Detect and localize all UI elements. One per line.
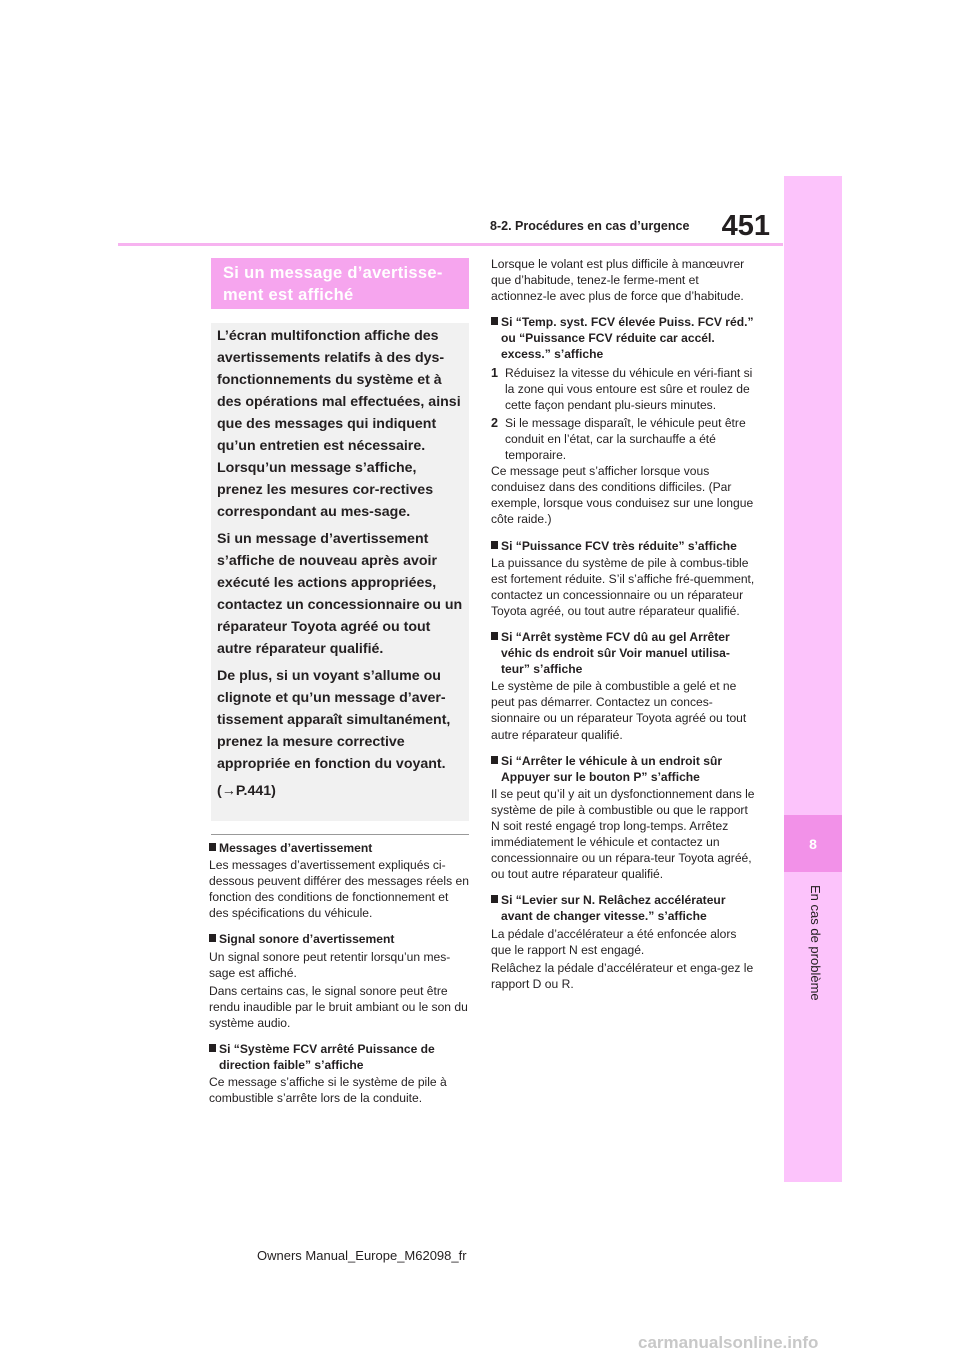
paragraph-lever-n-1: La pédale d’accélérateur a été enfoncée alors que le rapport N est engagé. — [491, 926, 737, 957]
header-rule — [118, 243, 783, 246]
heading-lever-n: Si “Levier sur N. Relâchez accélérateur avant de changer vitesse.” s’affiche — [491, 892, 755, 924]
step-1 — [491, 365, 755, 413]
section-title-line-1: Si un message d’avertisse- — [223, 264, 443, 282]
section-title-box — [211, 258, 469, 309]
watermark: carmanualsonline.info — [638, 1333, 819, 1352]
intro-page-reference[interactable]: (→P.441) — [217, 783, 276, 799]
chapter-number: 8 — [809, 836, 817, 852]
paragraph-buzzer-2: Dans certains cas, le signal sonore peut être rendu inaudible par le bruit ambiant ou le son du système audio. — [209, 983, 468, 1030]
step-2 — [491, 415, 755, 463]
step-number-1: 1 — [491, 365, 499, 380]
heading-fcv-stopped: Si “Système FCV arrêté Puissance de direction faible” s’affiche — [209, 1041, 471, 1073]
chapter-side-tab — [784, 176, 842, 1182]
heading-warning-buzzer: Signal sonore d’avertissement — [209, 931, 471, 947]
footer-manual-id: Owners Manual_Europe_M62098_fr — [257, 1248, 467, 1263]
intro-paragraph-3: De plus, si un voyant s’allume ou clignote et qu’un message d’aver-tissement apparaît simultanément, prenez la mesure corrective appropriée en fonction du voyant. — [217, 668, 451, 772]
step-number-2: 2 — [491, 415, 499, 430]
heading-stop-vehicle: Si “Arrêter le véhicule à un endroit sûr Appuyer sur le bouton P” s’affiche — [491, 753, 755, 785]
paragraph-fcv-stopped: Ce message s’affiche si le système de pile à combustible s’arrête lors de la conduite. — [209, 1075, 447, 1106]
heading-fcv-very-reduced: Si “Puissance FCV très réduite” s’affiche — [491, 538, 755, 554]
step-text-1: Réduisez la vitesse du véhicule en véri-fiant si la zone qui vous entoure est sûre et roulez de cette façon pendant plu-sieurs minutes. — [505, 365, 753, 412]
paragraph-lever-n-2: Relâchez la pédale d’accélérateur et enga-gez le rapport D ou R. — [491, 960, 754, 991]
paragraph-warning-messages: Les messages d’avertissement expliqués ci-dessous peuvent différer des messages réels en fonction des conditions de fonctionnement et des spécifications du véhicule. — [209, 858, 469, 921]
paragraph-steering: Lorsque le volant est plus difficile à manœuvrer que d’habitude, tenez-le ferme-ment et actionnez-le avec plus de force que d’habitude. — [491, 257, 745, 304]
intro-box — [211, 323, 469, 821]
intro-paragraph-2: Si un message d’avertissement s’affiche de nouveau après avoir exécuté les actions appropriées, contactez un concessionnaire ou un réparateur Toyota agréé ou tout autre réparateur qualifié. — [217, 531, 463, 657]
chapter-title: En cas de problème — [808, 885, 823, 1001]
heading-fcv-frozen: Si “Arrêt système FCV dû au gel Arrêter véhic ds endroit sûr Voir manuel utilisa-teur” s’affiche — [491, 629, 755, 677]
right-column — [491, 256, 755, 992]
paragraph-stop-vehicle: Il se peut qu’il y ait un dysfonctionnement dans le système de pile à combustible ou que le rapport N soit resté engagé trop long-temps. Arrêtez immédiatement le véhicule et contactez un concessionnaire ou un répara-teur Toyota agréé, ou tout autre réparateur qualifié. — [491, 786, 755, 882]
section-title-line-2: ment est affiché — [223, 286, 354, 304]
section-header: 8-2. Procédures en cas d’urgence — [490, 219, 690, 233]
paragraph-fcv-very-reduced: La puissance du système de pile à combus-tible est fortement réduite. S’il s’affiche fré-quemment, contactez un concessionnaire ou un réparateur Toyota agréé, ou tout autre réparateur qualifié. — [491, 555, 755, 618]
left-column — [209, 840, 471, 1106]
page-number: 451 — [721, 210, 770, 242]
paragraph-buzzer-1: Un signal sonore peut retentir lorsqu’un mes-sage est affiché. — [209, 949, 451, 980]
paragraph-fcv-frozen: Le système de pile à combustible a gelé et ne peut pas démarrer. Contactez un conces-sionnaire ou un réparateur Toyota agréé ou tout autre réparateur qualifié. — [491, 679, 747, 742]
heading-fcv-temp-high: Si “Temp. syst. FCV élevée Puiss. FCV réd.” ou “Puissance FCV réduite car accél. excess.” s’affiche — [491, 314, 755, 362]
intro-divider — [211, 834, 469, 835]
heading-warning-messages: Messages d’avertissement — [209, 840, 471, 856]
step-text-2: Si le message disparaît, le véhicule peut être conduit en l’état, car la surchauffe a été temporaire. — [505, 415, 746, 463]
intro-paragraph-1: L’écran multifonction affiche des avertissements relatifs à des dys-fonctionnements du système et à des opérations mal effectuées, ainsi que des messages qui indiquent qu’un entretien est nécessaire. Lorsqu’un message s’affiche, prenez les mesures cor-rectives correspondant au mes-sage. — [217, 328, 461, 520]
paragraph-difficult-conditions: Ce message peut s’afficher lorsque vous conduisez dans des conditions difficiles. (Par exemple, lorsque vous conduisez sur une longue côte raide.) — [491, 464, 754, 527]
